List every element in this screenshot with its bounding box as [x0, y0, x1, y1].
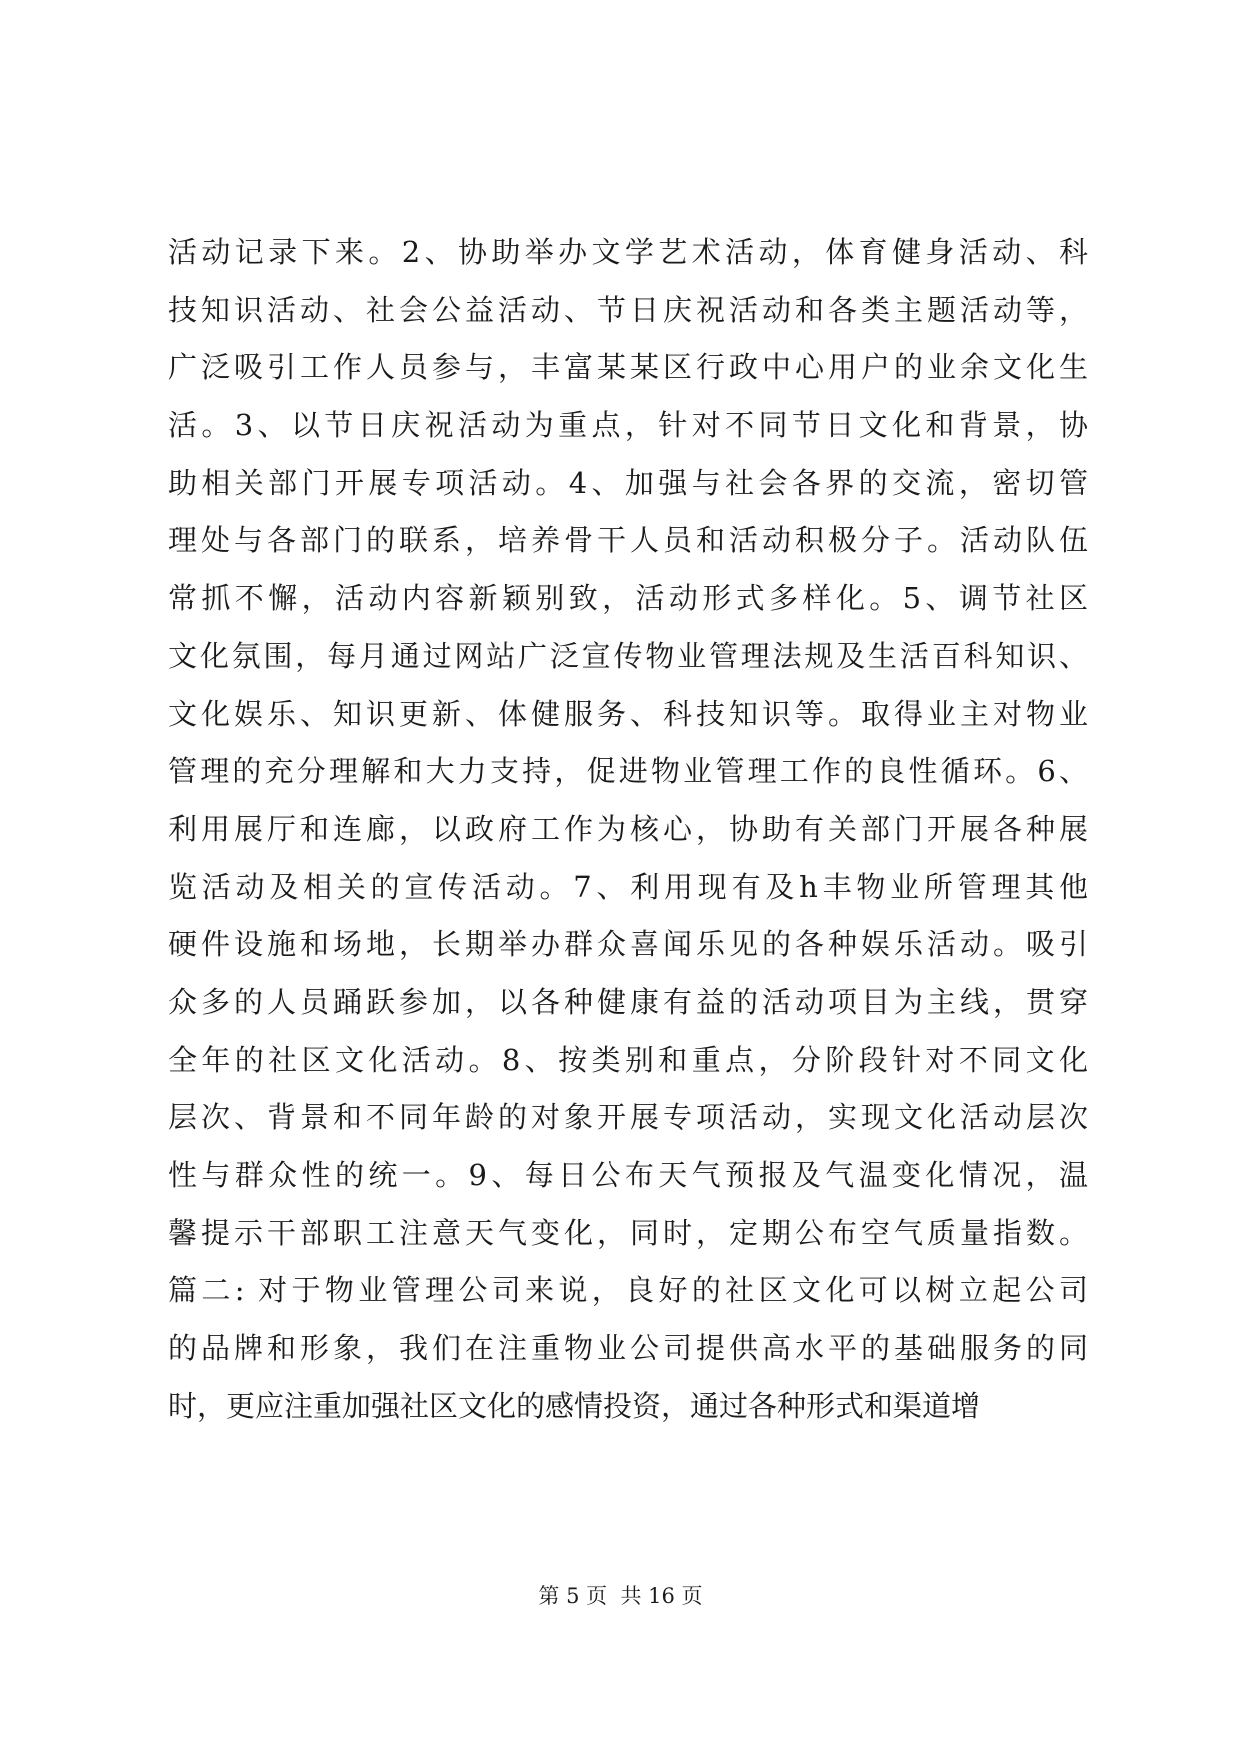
text-line: 助相关部门开展专项活动。4、加强与社会各界的交流，密切管 — [168, 465, 1088, 500]
body-text — [168, 224, 1088, 1435]
text-line: 利用展厅和连廊，以政府工作为核心，协助有关部门开展各种展 — [168, 811, 1088, 846]
text-line: 文化氛围，每月通过网站广泛宣传物业管理法规及生活百科知识、 — [168, 638, 1088, 673]
text-line: 性与群众性的统一。9、每日公布天气预报及气温变化情况，温 — [168, 1158, 1088, 1192]
page-number-footer: 第 5 页 共 16 页 — [538, 1584, 703, 1608]
text-line: 常抓不懈，活动内容新颖别致，活动形式多样化。5、调节社区 — [168, 581, 1088, 616]
text-line: 硬件设施和场地，长期举办群众喜闻乐见的各种娱乐活动。吸引 — [168, 927, 1088, 962]
text-line: 全年的社区文化活动。8、按类别和重点，分阶段针对不同文化 — [168, 1042, 1088, 1077]
text-line: 的品牌和形象，我们在注重物业公司提供高水平的基础服务的同 — [168, 1331, 1088, 1366]
text-line: 文化娱乐、知识更新、体健服务、科技知识等。取得业主对物业 — [168, 696, 1088, 731]
text-line: 篇二: 对于物业管理公司来说，良好的社区文化可以树立起公司 — [168, 1273, 1088, 1308]
text-line: 理处与各部门的联系，培养骨干人员和活动积极分子。活动队伍 — [168, 523, 1088, 558]
text-line: 馨提示干部职工注意天气变化，同时，定期公布空气质量指数。 — [168, 1215, 1088, 1250]
text-line: 技知识活动、社会公益活动、节日庆祝活动和各类主题活动等， — [168, 292, 1088, 327]
text-line: 管理的充分理解和大力支持，促进物业管理工作的良性循环。6、 — [168, 754, 1088, 789]
text-line: 广泛吸引工作人员参与，丰富某某区行政中心用户的业余文化生 — [168, 350, 1088, 385]
text-line: 层次、背景和不同年龄的对象开展专项活动，实现文化活动层次 — [168, 1100, 1088, 1135]
text-line: 众多的人员踊跃参加，以各种健康有益的活动项目为主线，贯穿 — [168, 984, 1088, 1019]
text-line: 时，更应注重加强社区文化的感情投资，通过各种形式和渠道增 — [168, 1388, 981, 1423]
text-line: 览活动及相关的宣传活动。7、利用现有及h丰物业所管理其他 — [168, 869, 1088, 904]
text-line: 活动记录下来。2、协助举办文学艺术活动，体育健身活动、科 — [168, 235, 1088, 269]
text-line: 活。3、以节日庆祝活动为重点，针对不同节日文化和背景，协 — [168, 408, 1088, 443]
